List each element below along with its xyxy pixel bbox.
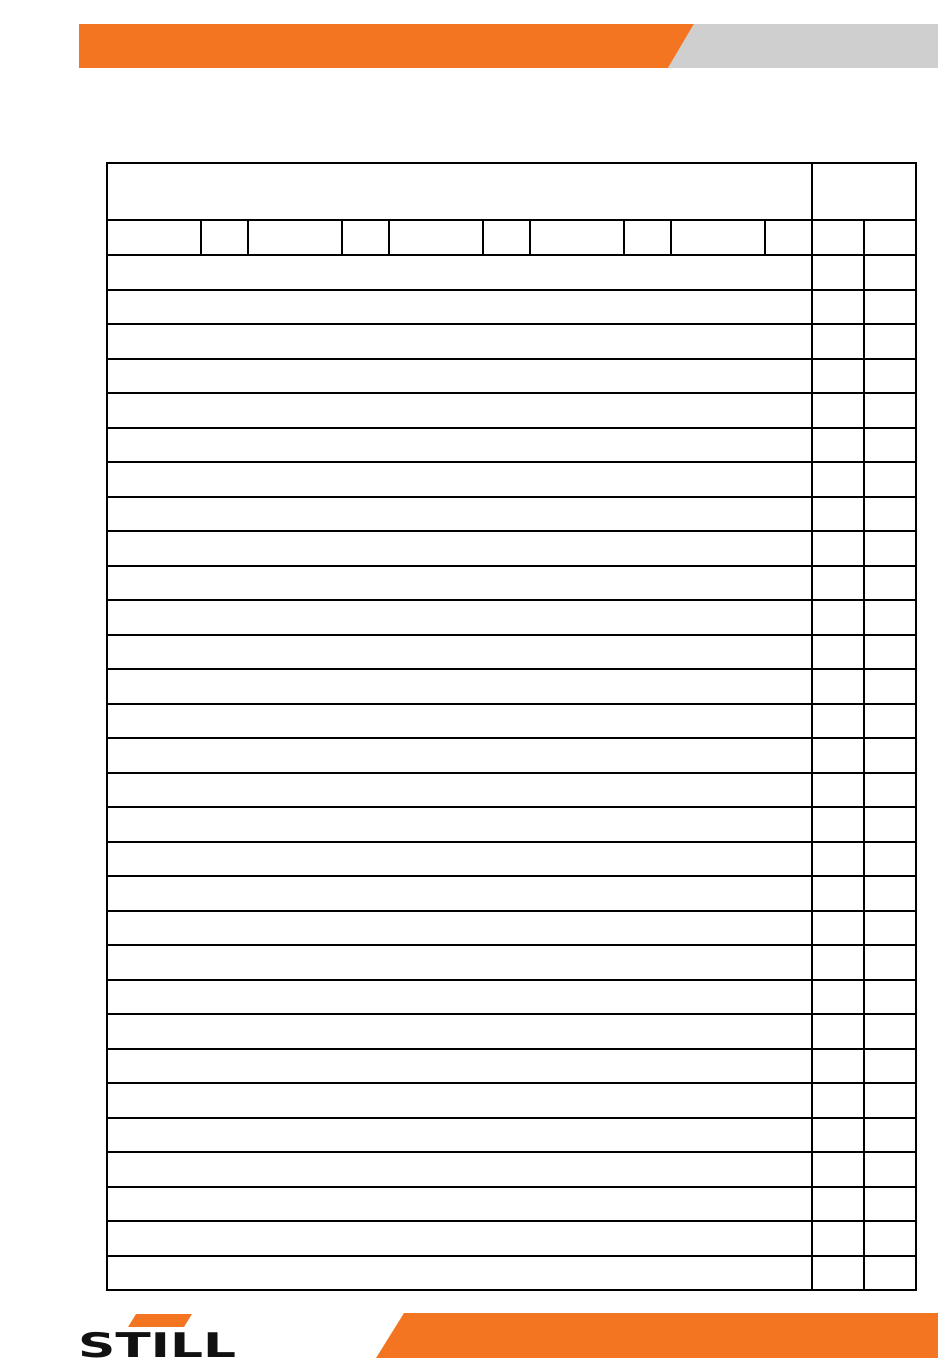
item-description-cell — [107, 1152, 812, 1187]
check-cell-b[interactable] — [864, 669, 916, 704]
checklist-item-row — [107, 531, 916, 566]
checklist-item-row — [107, 290, 916, 325]
section-row — [107, 1187, 916, 1222]
item-description-cell — [107, 773, 812, 808]
check-cell-b — [864, 428, 916, 463]
item-description-cell — [107, 324, 812, 359]
check-cell-b — [864, 1083, 916, 1118]
table-header-row — [107, 163, 916, 220]
check-cell-a[interactable] — [812, 842, 864, 877]
checklist-item-row — [107, 876, 916, 911]
info-field-3[interactable] — [248, 220, 342, 255]
checklist-item-row — [107, 324, 916, 359]
check-cell-a[interactable] — [812, 1049, 864, 1084]
item-description-cell — [107, 635, 812, 670]
still-logo — [78, 1312, 238, 1360]
item-description-cell — [107, 1118, 812, 1153]
check-cell-b[interactable] — [864, 876, 916, 911]
item-description-cell — [107, 980, 812, 1015]
check-cell-b[interactable] — [864, 842, 916, 877]
checklist-item-row — [107, 1256, 916, 1291]
check-cell-b[interactable] — [864, 393, 916, 428]
check-cell-a — [812, 497, 864, 532]
item-description-cell — [107, 945, 812, 980]
section-title-cell — [107, 1083, 812, 1118]
check-cell-a — [812, 428, 864, 463]
check-cell-a[interactable] — [812, 635, 864, 670]
check-cell-b[interactable] — [864, 600, 916, 635]
check-cell-b[interactable] — [864, 1014, 916, 1049]
section-title-cell — [107, 1187, 812, 1222]
check-cell-b[interactable] — [864, 807, 916, 842]
check-cell-a[interactable] — [812, 462, 864, 497]
check-cell-a[interactable] — [812, 393, 864, 428]
info-field-2[interactable] — [201, 220, 248, 255]
checklist-item-row — [107, 945, 916, 980]
item-description-cell — [107, 1221, 812, 1256]
check-cell-a — [812, 255, 864, 290]
check-cell-b[interactable] — [864, 980, 916, 1015]
check-cell-b — [864, 497, 916, 532]
check-cell-b[interactable] — [864, 462, 916, 497]
logo-wordmark: STILL — [78, 1326, 236, 1360]
check-cell-a[interactable] — [812, 773, 864, 808]
check-cell-a[interactable] — [812, 600, 864, 635]
checklist-item-row — [107, 635, 916, 670]
check-cell-a[interactable] — [812, 980, 864, 1015]
check-cell-a[interactable] — [812, 359, 864, 394]
section-row — [107, 566, 916, 601]
section-title-cell — [107, 566, 812, 601]
checklist-item-row — [107, 911, 916, 946]
check-cell-a[interactable] — [812, 1118, 864, 1153]
checklist-item-row — [107, 773, 916, 808]
section-title-cell — [107, 738, 812, 773]
item-description-cell — [107, 531, 812, 566]
check-cell-a[interactable] — [812, 669, 864, 704]
check-cell-a[interactable] — [812, 876, 864, 911]
section-title-cell — [107, 428, 812, 463]
info-field-1[interactable] — [107, 220, 201, 255]
check-column-b-header — [864, 220, 916, 255]
item-description-cell — [107, 669, 812, 704]
footer-orange-bar — [376, 1313, 938, 1358]
check-cell-a[interactable] — [812, 1256, 864, 1291]
checklist-item-row — [107, 1049, 916, 1084]
check-cell-a[interactable] — [812, 911, 864, 946]
item-description-cell — [107, 1014, 812, 1049]
header-gray-bar — [668, 24, 938, 68]
check-cell-a[interactable] — [812, 704, 864, 739]
check-cell-a[interactable] — [812, 324, 864, 359]
check-cell-a[interactable] — [812, 1152, 864, 1187]
check-cell-a[interactable] — [812, 531, 864, 566]
check-column-a-header — [812, 220, 864, 255]
item-description-cell — [107, 807, 812, 842]
section-row — [107, 497, 916, 532]
item-description-cell — [107, 1256, 812, 1291]
checklist-item-row — [107, 807, 916, 842]
check-cell-b[interactable] — [864, 945, 916, 980]
section-row — [107, 428, 916, 463]
checklist-item-row — [107, 669, 916, 704]
info-field-4[interactable] — [342, 220, 389, 255]
item-description-cell — [107, 359, 812, 394]
check-cell-b[interactable] — [864, 635, 916, 670]
info-field-8[interactable] — [624, 220, 671, 255]
header-title-cell — [107, 163, 812, 220]
section-row — [107, 255, 916, 290]
checklist-item-row — [107, 1152, 916, 1187]
check-cell-b[interactable] — [864, 1049, 916, 1084]
item-description-cell — [107, 704, 812, 739]
checklist-item-row — [107, 359, 916, 394]
info-field-5[interactable] — [389, 220, 483, 255]
check-cell-b[interactable] — [864, 1256, 916, 1291]
section-title-cell — [107, 497, 812, 532]
item-description-cell — [107, 462, 812, 497]
item-description-cell — [107, 1049, 812, 1084]
checklist-item-row — [107, 704, 916, 739]
check-cell-a — [812, 1187, 864, 1222]
checklist-item-row — [107, 600, 916, 635]
checklist-item-row — [107, 1221, 916, 1256]
check-cell-a[interactable] — [812, 807, 864, 842]
header-check-cell — [812, 163, 916, 220]
info-field-9[interactable] — [671, 220, 765, 255]
check-cell-b — [864, 738, 916, 773]
checklist-item-row — [107, 1014, 916, 1049]
info-field-6[interactable] — [483, 220, 530, 255]
section-row — [107, 738, 916, 773]
header-band — [0, 0, 950, 80]
check-cell-a — [812, 566, 864, 601]
item-description-cell — [107, 290, 812, 325]
check-cell-b[interactable] — [864, 531, 916, 566]
check-cell-a[interactable] — [812, 1014, 864, 1049]
item-description-cell — [107, 842, 812, 877]
check-cell-b[interactable] — [864, 1152, 916, 1187]
checklist-table — [106, 162, 917, 1291]
table-subheader-row — [107, 220, 916, 255]
check-cell-b[interactable] — [864, 290, 916, 325]
check-cell-b[interactable] — [864, 359, 916, 394]
checklist-item-row — [107, 842, 916, 877]
item-description-cell — [107, 600, 812, 635]
item-description-cell — [107, 911, 812, 946]
check-cell-a[interactable] — [812, 1221, 864, 1256]
header-orange-bar — [79, 24, 694, 68]
item-description-cell — [107, 876, 812, 911]
check-cell-b[interactable] — [864, 1221, 916, 1256]
checklist-item-row — [107, 393, 916, 428]
check-cell-b[interactable] — [864, 911, 916, 946]
check-cell-b — [864, 1187, 916, 1222]
check-cell-b[interactable] — [864, 773, 916, 808]
section-title-cell — [107, 255, 812, 290]
checklist-item-row — [107, 462, 916, 497]
info-field-7[interactable] — [530, 220, 624, 255]
check-cell-b[interactable] — [864, 704, 916, 739]
info-field-10[interactable] — [765, 220, 812, 255]
check-cell-b — [864, 566, 916, 601]
check-cell-b[interactable] — [864, 324, 916, 359]
check-cell-a — [812, 1083, 864, 1118]
check-cell-b — [864, 255, 916, 290]
item-description-cell — [107, 393, 812, 428]
check-cell-a[interactable] — [812, 945, 864, 980]
section-row — [107, 1083, 916, 1118]
check-cell-a[interactable] — [812, 290, 864, 325]
checklist-item-row — [107, 1118, 916, 1153]
checklist-item-row — [107, 980, 916, 1015]
check-cell-b[interactable] — [864, 1118, 916, 1153]
check-cell-a — [812, 738, 864, 773]
